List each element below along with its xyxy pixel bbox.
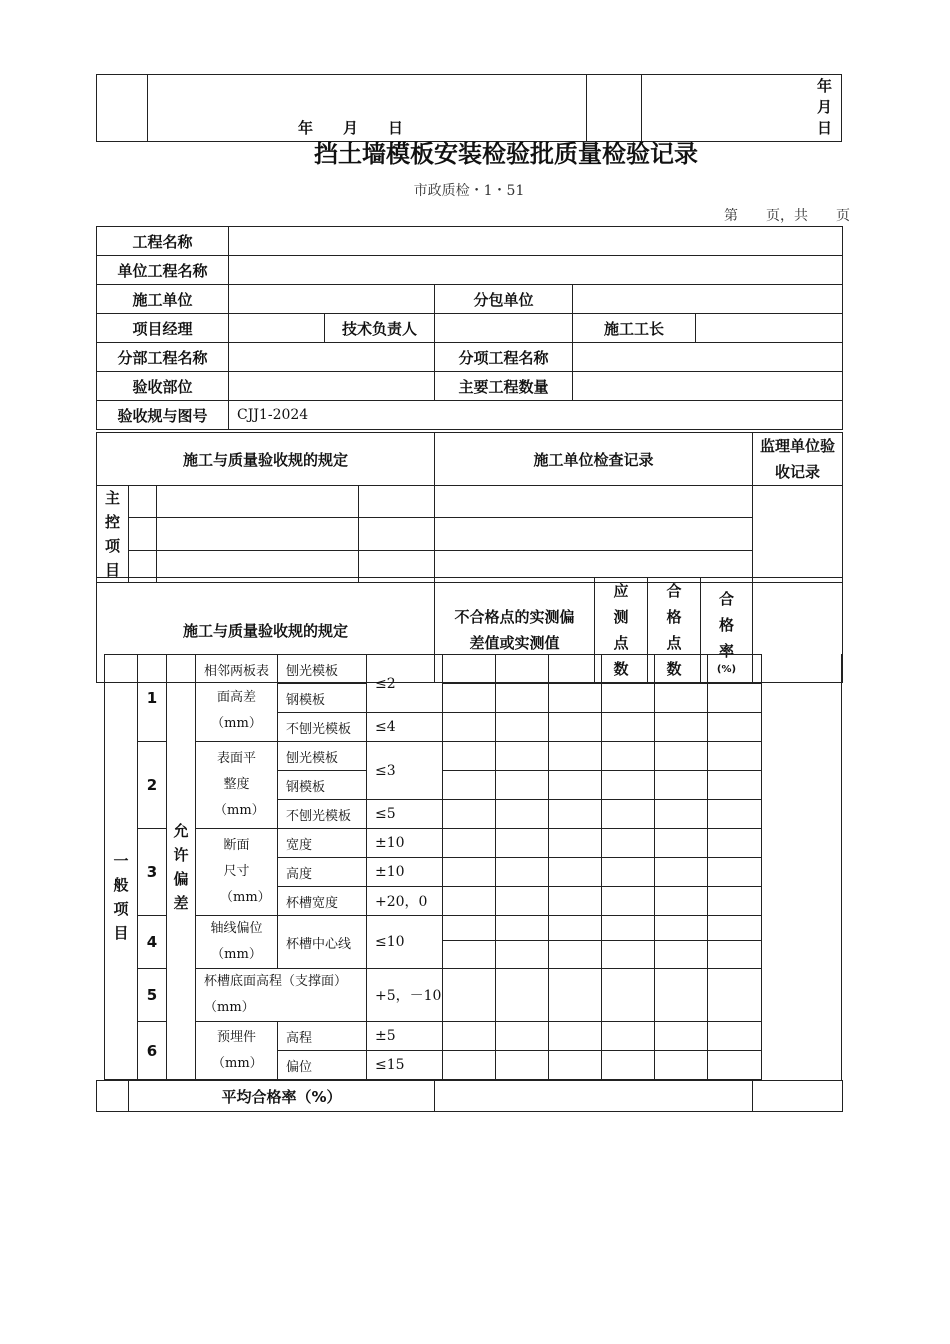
subcontractor-field[interactable] <box>573 285 843 314</box>
item-name: 预埋件（mm） <box>196 1022 278 1080</box>
foreman-label: 施工工长 <box>573 314 696 343</box>
item-sub: 杯槽宽度 <box>278 887 367 916</box>
item-sub: 刨光模板 <box>278 655 367 684</box>
data-cell[interactable] <box>549 858 602 887</box>
contractor-label: 施工单位 <box>97 285 229 314</box>
data-cell[interactable] <box>496 800 549 829</box>
data-cell[interactable] <box>443 713 496 742</box>
data-cell[interactable] <box>549 829 602 858</box>
item-value: +5，－10 <box>367 969 443 1022</box>
item-sub: 偏位 <box>278 1051 367 1080</box>
unit-project-field[interactable] <box>229 256 843 285</box>
acceptance-part-label: 验收部位 <box>97 372 229 401</box>
data-cell[interactable] <box>496 829 549 858</box>
top-date-strip <box>96 74 863 142</box>
data-cell[interactable] <box>602 941 655 969</box>
data-cell[interactable] <box>655 684 708 713</box>
data-cell[interactable] <box>655 1051 708 1080</box>
item-no: 1 <box>138 655 167 742</box>
data-cell[interactable] <box>496 887 549 916</box>
item-value: ≤15 <box>367 1051 443 1080</box>
item-no: 2 <box>138 742 167 829</box>
avg-rate-table <box>96 1080 843 1112</box>
data-cell[interactable] <box>443 684 496 713</box>
data-cell[interactable] <box>602 916 655 941</box>
item-no: 4 <box>138 916 167 969</box>
data-cell[interactable] <box>496 941 549 969</box>
mc-cell[interactable] <box>157 486 359 518</box>
item-no: 6 <box>138 1022 167 1080</box>
item-sub: 高度 <box>278 858 367 887</box>
data-cell[interactable] <box>655 771 708 800</box>
form-code: 市政质检・1・51 <box>413 183 525 199</box>
data-cell[interactable] <box>496 742 549 771</box>
item-sub: 杯槽中心线 <box>278 916 367 969</box>
data-cell[interactable] <box>549 887 602 916</box>
data-cell[interactable] <box>602 887 655 916</box>
data-cell[interactable] <box>602 1051 655 1080</box>
unit-project-label: 单位工程名称 <box>97 256 229 285</box>
data-cell[interactable] <box>602 858 655 887</box>
data-cell[interactable] <box>549 742 602 771</box>
supervisor-main-field[interactable] <box>753 486 843 583</box>
project-name-field[interactable] <box>229 227 843 256</box>
mc-cell[interactable] <box>435 486 753 518</box>
item-sub: 宽度 <box>278 829 367 858</box>
top-cell-3 <box>587 75 642 142</box>
acceptance-part-field[interactable] <box>229 372 435 401</box>
item-value: ≤2 <box>367 655 443 713</box>
rate-label: 合格率 <box>718 589 734 660</box>
item-sub: 钢模板 <box>278 771 367 800</box>
item-sub: 不刨光模板 <box>278 800 367 829</box>
data-cell[interactable] <box>549 655 602 684</box>
data-cell[interactable] <box>549 713 602 742</box>
data-cell[interactable] <box>443 858 496 887</box>
spec-label: 验收规与图号 <box>97 401 229 430</box>
mc-cell[interactable] <box>359 518 435 550</box>
mc-cell[interactable] <box>435 518 753 550</box>
item-name: 表面平整度（mm） <box>196 742 278 829</box>
data-cell[interactable] <box>496 916 549 941</box>
data-cell[interactable] <box>496 858 549 887</box>
data-cell[interactable] <box>655 800 708 829</box>
data-cell[interactable] <box>549 800 602 829</box>
main-control-label: 主控项目 <box>97 486 129 583</box>
supervisor-header: 监理单位验收记录 <box>753 433 843 486</box>
subitem-field[interactable] <box>573 343 843 372</box>
data-cell[interactable] <box>496 969 549 1022</box>
data-cell[interactable] <box>602 771 655 800</box>
deviation-header: 不合格点的实测偏差值或实测值 <box>435 578 595 683</box>
item-value: ≤10 <box>367 916 443 969</box>
item-value: ≤3 <box>367 742 443 800</box>
data-cell[interactable] <box>655 941 708 969</box>
rules-header: 施工与质量验收规的规定 <box>97 433 435 486</box>
data-cell[interactable] <box>549 969 602 1022</box>
data-cell[interactable] <box>496 713 549 742</box>
tech-lead-label: 技术负责人 <box>325 314 435 343</box>
data-cell[interactable] <box>655 655 708 684</box>
points-due-header: 应测点数 <box>595 578 648 683</box>
avg-rate-label: 平均合格率（%） <box>129 1081 435 1112</box>
data-cell[interactable] <box>655 969 708 1022</box>
rate-unit: (%) <box>716 663 737 675</box>
data-cell[interactable] <box>602 800 655 829</box>
data-cell[interactable] <box>549 1022 602 1051</box>
top-date-left: 年 月 日 <box>148 75 587 142</box>
item-value: ±10 <box>367 858 443 887</box>
data-cell[interactable] <box>655 858 708 887</box>
data-cell[interactable] <box>602 655 655 684</box>
main-control-table <box>96 432 843 583</box>
avg-rate-blank <box>97 1081 129 1112</box>
general-items-table <box>104 654 762 1080</box>
data-cell[interactable] <box>443 941 496 969</box>
data-cell[interactable] <box>443 800 496 829</box>
rules-header-2: 施工与质量验收规的规定 <box>97 578 435 683</box>
data-cell[interactable] <box>549 684 602 713</box>
data-cell[interactable] <box>655 829 708 858</box>
data-cell[interactable] <box>443 916 496 941</box>
avg-rate-field[interactable] <box>435 1081 753 1112</box>
data-cell[interactable] <box>549 771 602 800</box>
quantity-label: 主要工程数量 <box>435 372 573 401</box>
pm-field[interactable] <box>229 314 325 343</box>
item-value: ±10 <box>367 829 443 858</box>
item-name: 杯槽底面高程（支撑面）（mm） <box>196 969 367 1022</box>
data-cell[interactable] <box>496 655 549 684</box>
general-label: 一般项目 <box>105 655 138 1080</box>
mc-cell[interactable] <box>129 486 157 518</box>
data-cell[interactable] <box>443 829 496 858</box>
info-table <box>96 226 843 430</box>
data-cell[interactable] <box>443 655 496 684</box>
data-cell[interactable] <box>443 1022 496 1051</box>
data-cell[interactable] <box>443 1051 496 1080</box>
data-cell[interactable] <box>443 771 496 800</box>
data-cell[interactable] <box>602 1022 655 1051</box>
data-cell[interactable] <box>655 1022 708 1051</box>
item-sub: 刨光模板 <box>278 742 367 771</box>
mc-cell[interactable] <box>157 518 359 550</box>
allow-dev-label: 允许偏差 <box>167 655 196 1080</box>
item-name: 相邻两板表面高差（mm） <box>196 655 278 742</box>
data-cell[interactable] <box>443 742 496 771</box>
data-cell[interactable] <box>655 887 708 916</box>
pm-label: 项目经理 <box>97 314 229 343</box>
avg-rate-supervisor[interactable] <box>753 1081 843 1112</box>
division-field[interactable] <box>229 343 435 372</box>
tech-lead-field[interactable] <box>435 314 573 343</box>
contractor-field[interactable] <box>229 285 435 314</box>
data-cell[interactable] <box>549 1051 602 1080</box>
data-cell[interactable] <box>496 684 549 713</box>
data-cell[interactable] <box>443 969 496 1022</box>
page-info: 第 页，共 页 <box>724 208 850 224</box>
item-value: ±5 <box>367 1022 443 1051</box>
foreman-field[interactable] <box>696 314 843 343</box>
top-date-right: 年 月 日 <box>642 75 842 142</box>
data-cell[interactable] <box>602 713 655 742</box>
mc-cell[interactable] <box>129 518 157 550</box>
item-value: +20，0 <box>367 887 443 916</box>
subcontractor-label: 分包单位 <box>435 285 573 314</box>
points-ok-header: 合格点数 <box>648 578 701 683</box>
item-no: 3 <box>138 829 167 916</box>
division-label: 分部工程名称 <box>97 343 229 372</box>
page-title: 挡土墙模板安装检验批质量检验记录 <box>314 140 698 168</box>
data-cell[interactable] <box>655 713 708 742</box>
item-name: 轴线偏位（mm） <box>196 916 278 969</box>
spec-value: CJJ1-2024 <box>229 401 843 430</box>
top-cell-1 <box>97 75 148 142</box>
quantity-field[interactable] <box>573 372 843 401</box>
item-sub: 钢模板 <box>278 684 367 713</box>
item-value: ≤5 <box>367 800 443 829</box>
data-cell[interactable] <box>602 829 655 858</box>
subitem-label: 分项工程名称 <box>435 343 573 372</box>
item-sub: 高程 <box>278 1022 367 1051</box>
item-value: ≤4 <box>367 713 443 742</box>
data-cell[interactable] <box>496 1022 549 1051</box>
data-cell[interactable] <box>549 916 602 941</box>
supervisor-general-field[interactable] <box>752 654 842 1080</box>
data-cell[interactable] <box>602 969 655 1022</box>
data-cell[interactable] <box>655 742 708 771</box>
data-cell[interactable] <box>549 941 602 969</box>
data-cell[interactable] <box>496 1051 549 1080</box>
data-cell[interactable] <box>496 771 549 800</box>
item-no: 5 <box>138 969 167 1022</box>
item-name: 断面尺寸（mm） <box>196 829 278 916</box>
data-cell[interactable] <box>443 887 496 916</box>
project-name-label: 工程名称 <box>97 227 229 256</box>
mc-cell[interactable] <box>359 486 435 518</box>
contractor-check-header: 施工单位检查记录 <box>435 433 753 486</box>
data-cell[interactable] <box>602 742 655 771</box>
data-cell[interactable] <box>655 916 708 941</box>
item-sub: 不刨光模板 <box>278 713 367 742</box>
data-cell[interactable] <box>602 684 655 713</box>
